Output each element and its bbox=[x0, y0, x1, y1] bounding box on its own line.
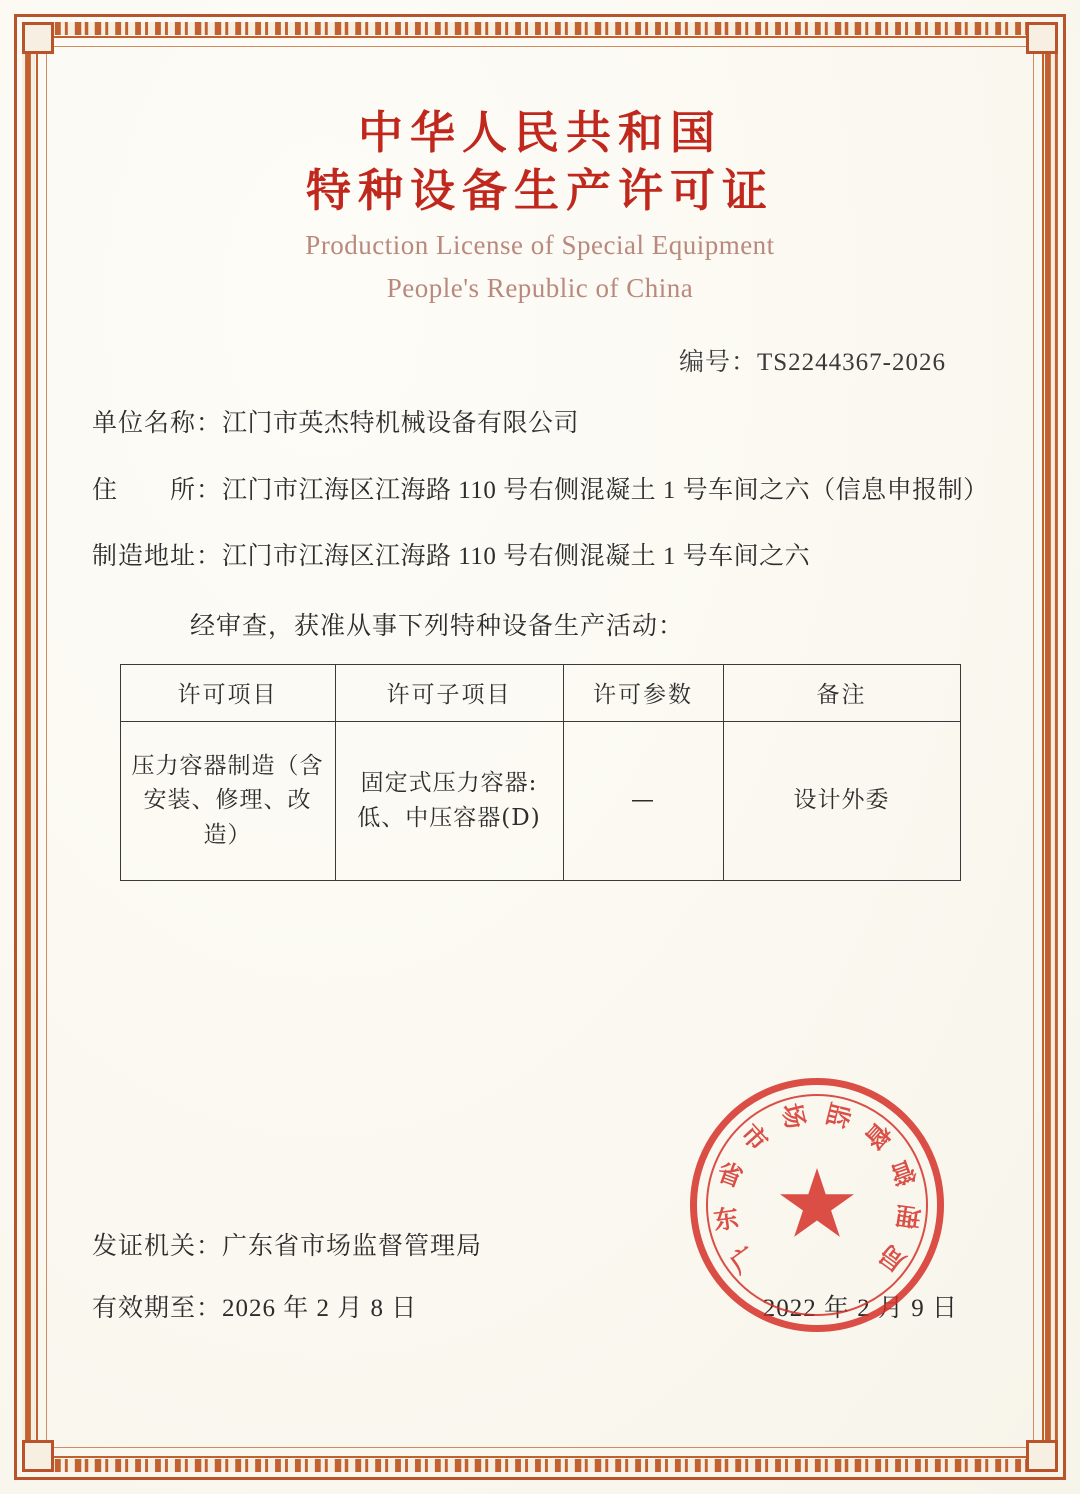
field-manufacturing-address-label: 制造地址： bbox=[92, 543, 223, 571]
table-header-remarks: 备注 bbox=[723, 664, 960, 721]
table-row bbox=[120, 721, 960, 880]
serial-number-value: TS2244367-2026 bbox=[757, 349, 946, 377]
field-manufacturing-address bbox=[62, 537, 1018, 578]
certificate-footer bbox=[92, 1200, 1008, 1324]
license-scope-table bbox=[120, 664, 961, 881]
title-block bbox=[62, 62, 1018, 308]
validity-label: 有效期至： bbox=[92, 1295, 223, 1322]
table-header-parameters: 许可参数 bbox=[563, 664, 723, 721]
table-header-row bbox=[120, 664, 960, 721]
title-english-line-1: Production License of Special Equipment bbox=[305, 230, 775, 261]
validity-value: 2026 年 2 月 8 日 bbox=[222, 1295, 418, 1322]
serial-number-label: 编号： bbox=[678, 349, 757, 377]
issuing-authority-line bbox=[92, 1226, 1008, 1262]
title-english-line-2: People's Republic of China bbox=[386, 272, 694, 303]
field-residence-address-value: 江门市江海区江海路 110 号右侧混凝土 1 号车间之六（信息申报制） bbox=[222, 476, 989, 504]
table-cell-remarks: 设计外委 bbox=[723, 721, 960, 880]
certificate-content bbox=[62, 62, 1018, 1432]
table-cell-sub-item: 固定式压力容器:低、中压容器(D) bbox=[335, 721, 563, 880]
table-header-sub-item: 许可子项目 bbox=[335, 664, 563, 721]
validity-line bbox=[92, 1288, 417, 1324]
seal-text: 广 东 省 市 场 监 督 管 理 局 bbox=[711, 1099, 923, 1280]
validity-and-issue-row bbox=[92, 1288, 1008, 1324]
field-residence-address-label: 住 所： bbox=[92, 476, 223, 504]
serial-number-row bbox=[62, 342, 1018, 378]
field-unit-name-value: 江门市英杰特机械设备有限公司 bbox=[222, 410, 580, 438]
field-unit-name bbox=[62, 404, 1018, 445]
title-chinese-line-2: 特种设备生产许可证 bbox=[305, 163, 774, 217]
issue-date: 2022 年 2 月 9 日 bbox=[762, 1295, 958, 1322]
field-manufacturing-address-value: 江门市江海区江海路 110 号右侧混凝土 1 号车间之六 bbox=[222, 543, 811, 571]
approval-statement: 经审查，获准从事下列特种设备生产活动： bbox=[190, 612, 685, 640]
issuing-authority-value: 广东省市场监督管理局 bbox=[222, 1233, 483, 1260]
border-corner-top-right bbox=[1026, 22, 1058, 54]
table-header-item: 许可项目 bbox=[120, 664, 335, 721]
border-corner-bottom-right bbox=[1026, 1440, 1058, 1472]
table-cell-parameters: — bbox=[563, 721, 723, 880]
border-corner-top-left bbox=[22, 22, 54, 54]
border-corner-bottom-left bbox=[22, 1440, 54, 1472]
field-unit-name-label: 单位名称： bbox=[92, 410, 223, 438]
issuing-authority-label: 发证机关： bbox=[92, 1233, 223, 1260]
table-cell-item: 压力容器制造（含安装、修理、改造） bbox=[120, 721, 335, 880]
title-chinese-line-1: 中华人民共和国 bbox=[357, 106, 722, 159]
field-residence-address bbox=[62, 471, 1018, 512]
